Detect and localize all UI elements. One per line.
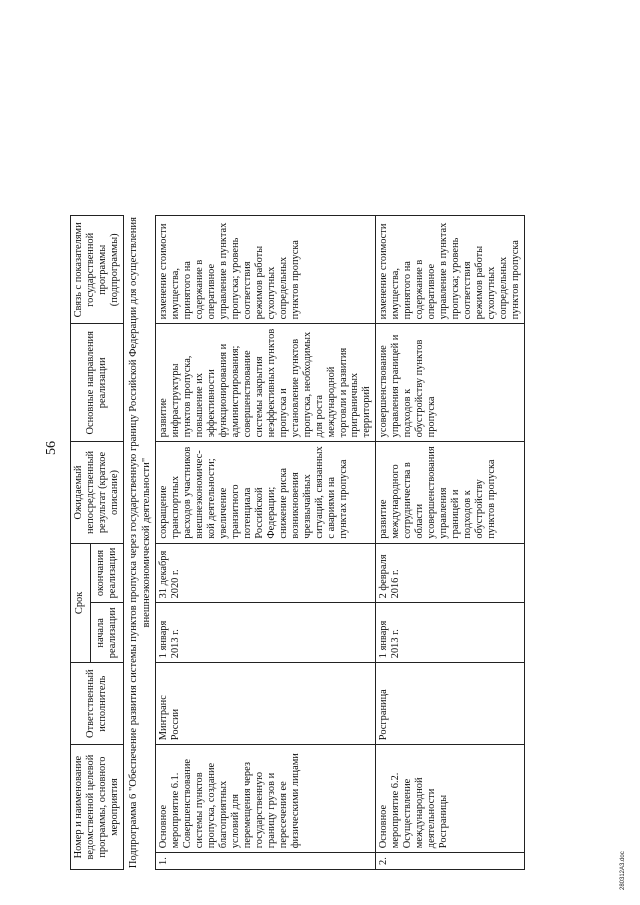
row-directions: усовершенствование управления границей и подходов к обустройству пунктов пропуска [376, 324, 524, 442]
page-number: 56 [44, 441, 59, 455]
header-directions: Основные направления реализации [71, 324, 124, 442]
row-result: сокращение транспортных расходов участников внешнеэкономичес-кой деятельности; увеличение транзитного потенциала Российской Федерации; снижение риска возникновения чрезвычайных ситуаций, связанных с авариями на пунктах пропуска [156, 442, 376, 543]
header-srok: Срок [71, 543, 91, 663]
row-start: 1 января 2013 г. [376, 603, 524, 663]
row-end: 2 февраля 2016 г. [376, 543, 524, 603]
row-name: Основное мероприятие 6.2. Осуществление международной деятельности Росграницы [376, 745, 524, 853]
row-executor: Росграница [376, 663, 524, 745]
header-row [71, 216, 91, 870]
header-link: Связь с показателями государственной программы (подпрограммы) [71, 216, 124, 324]
header-start: начала реализации [90, 603, 123, 663]
table-row [156, 216, 376, 870]
header-end: окончания реализации [90, 543, 123, 603]
row-number: 1. [156, 853, 376, 870]
row-link: изменение стоимости имущества, принятого на содержание в оперативное управление в пунктах пропуска; уровень соответствия режимов работы сухопутных сопредельных пунктов пропуска [376, 216, 524, 324]
row-executor: Минтранс России [156, 663, 376, 745]
row-name: Основное мероприятие 6.1. Совершенствование системы пунктов пропуска, создание благоприятных условий для перемещения через государственную границу грузов и пересечения ее физическими лицами [156, 745, 376, 853]
footer-filename: 280312A3.doc [620, 851, 626, 890]
row-end: 31 декабря 2020 г. [156, 543, 376, 603]
header-executor: Ответственный исполнитель [71, 663, 124, 745]
row-result: развитие международного сотрудничества в области усовершенствования управления границей и подходов к обустройству пунктов пропуска [376, 442, 524, 543]
subprogram-title: Подпрограмма 6 "Обеспечение развития системы пунктов пропуска через государственную границу Российской Федерации для осуществления внешнеэкономической деятельности" [127, 217, 152, 869]
row-number: 2. [376, 853, 524, 870]
table-row [376, 216, 524, 870]
header-result: Ожидаемый непосредственный результат (краткое описание) [71, 442, 124, 543]
row-directions: развитие инфраструктуры пунктов пропуска, повышение их эффективности функционирования и администрирования; совершенствование системы закрытия неэффективных пунктов пропуска и установление пунктов пропуска, необходимых для роста международной торговли и развития приграничных территорий [156, 324, 376, 442]
rotated-content [40, 30, 600, 880]
subprogram-row [123, 216, 155, 870]
row-start: 1 января 2013 г. [156, 603, 376, 663]
program-table [70, 215, 525, 870]
header-name: Номер и наименование ведомственной целевой программы, основного мероприятия [71, 745, 124, 870]
row-link: изменение стоимости имущества, принятого на содержание в оперативное управление в пунктах пропуска; уровень соответствия режимов работы сухопутных сопредельных пунктов пропуска [156, 216, 376, 324]
